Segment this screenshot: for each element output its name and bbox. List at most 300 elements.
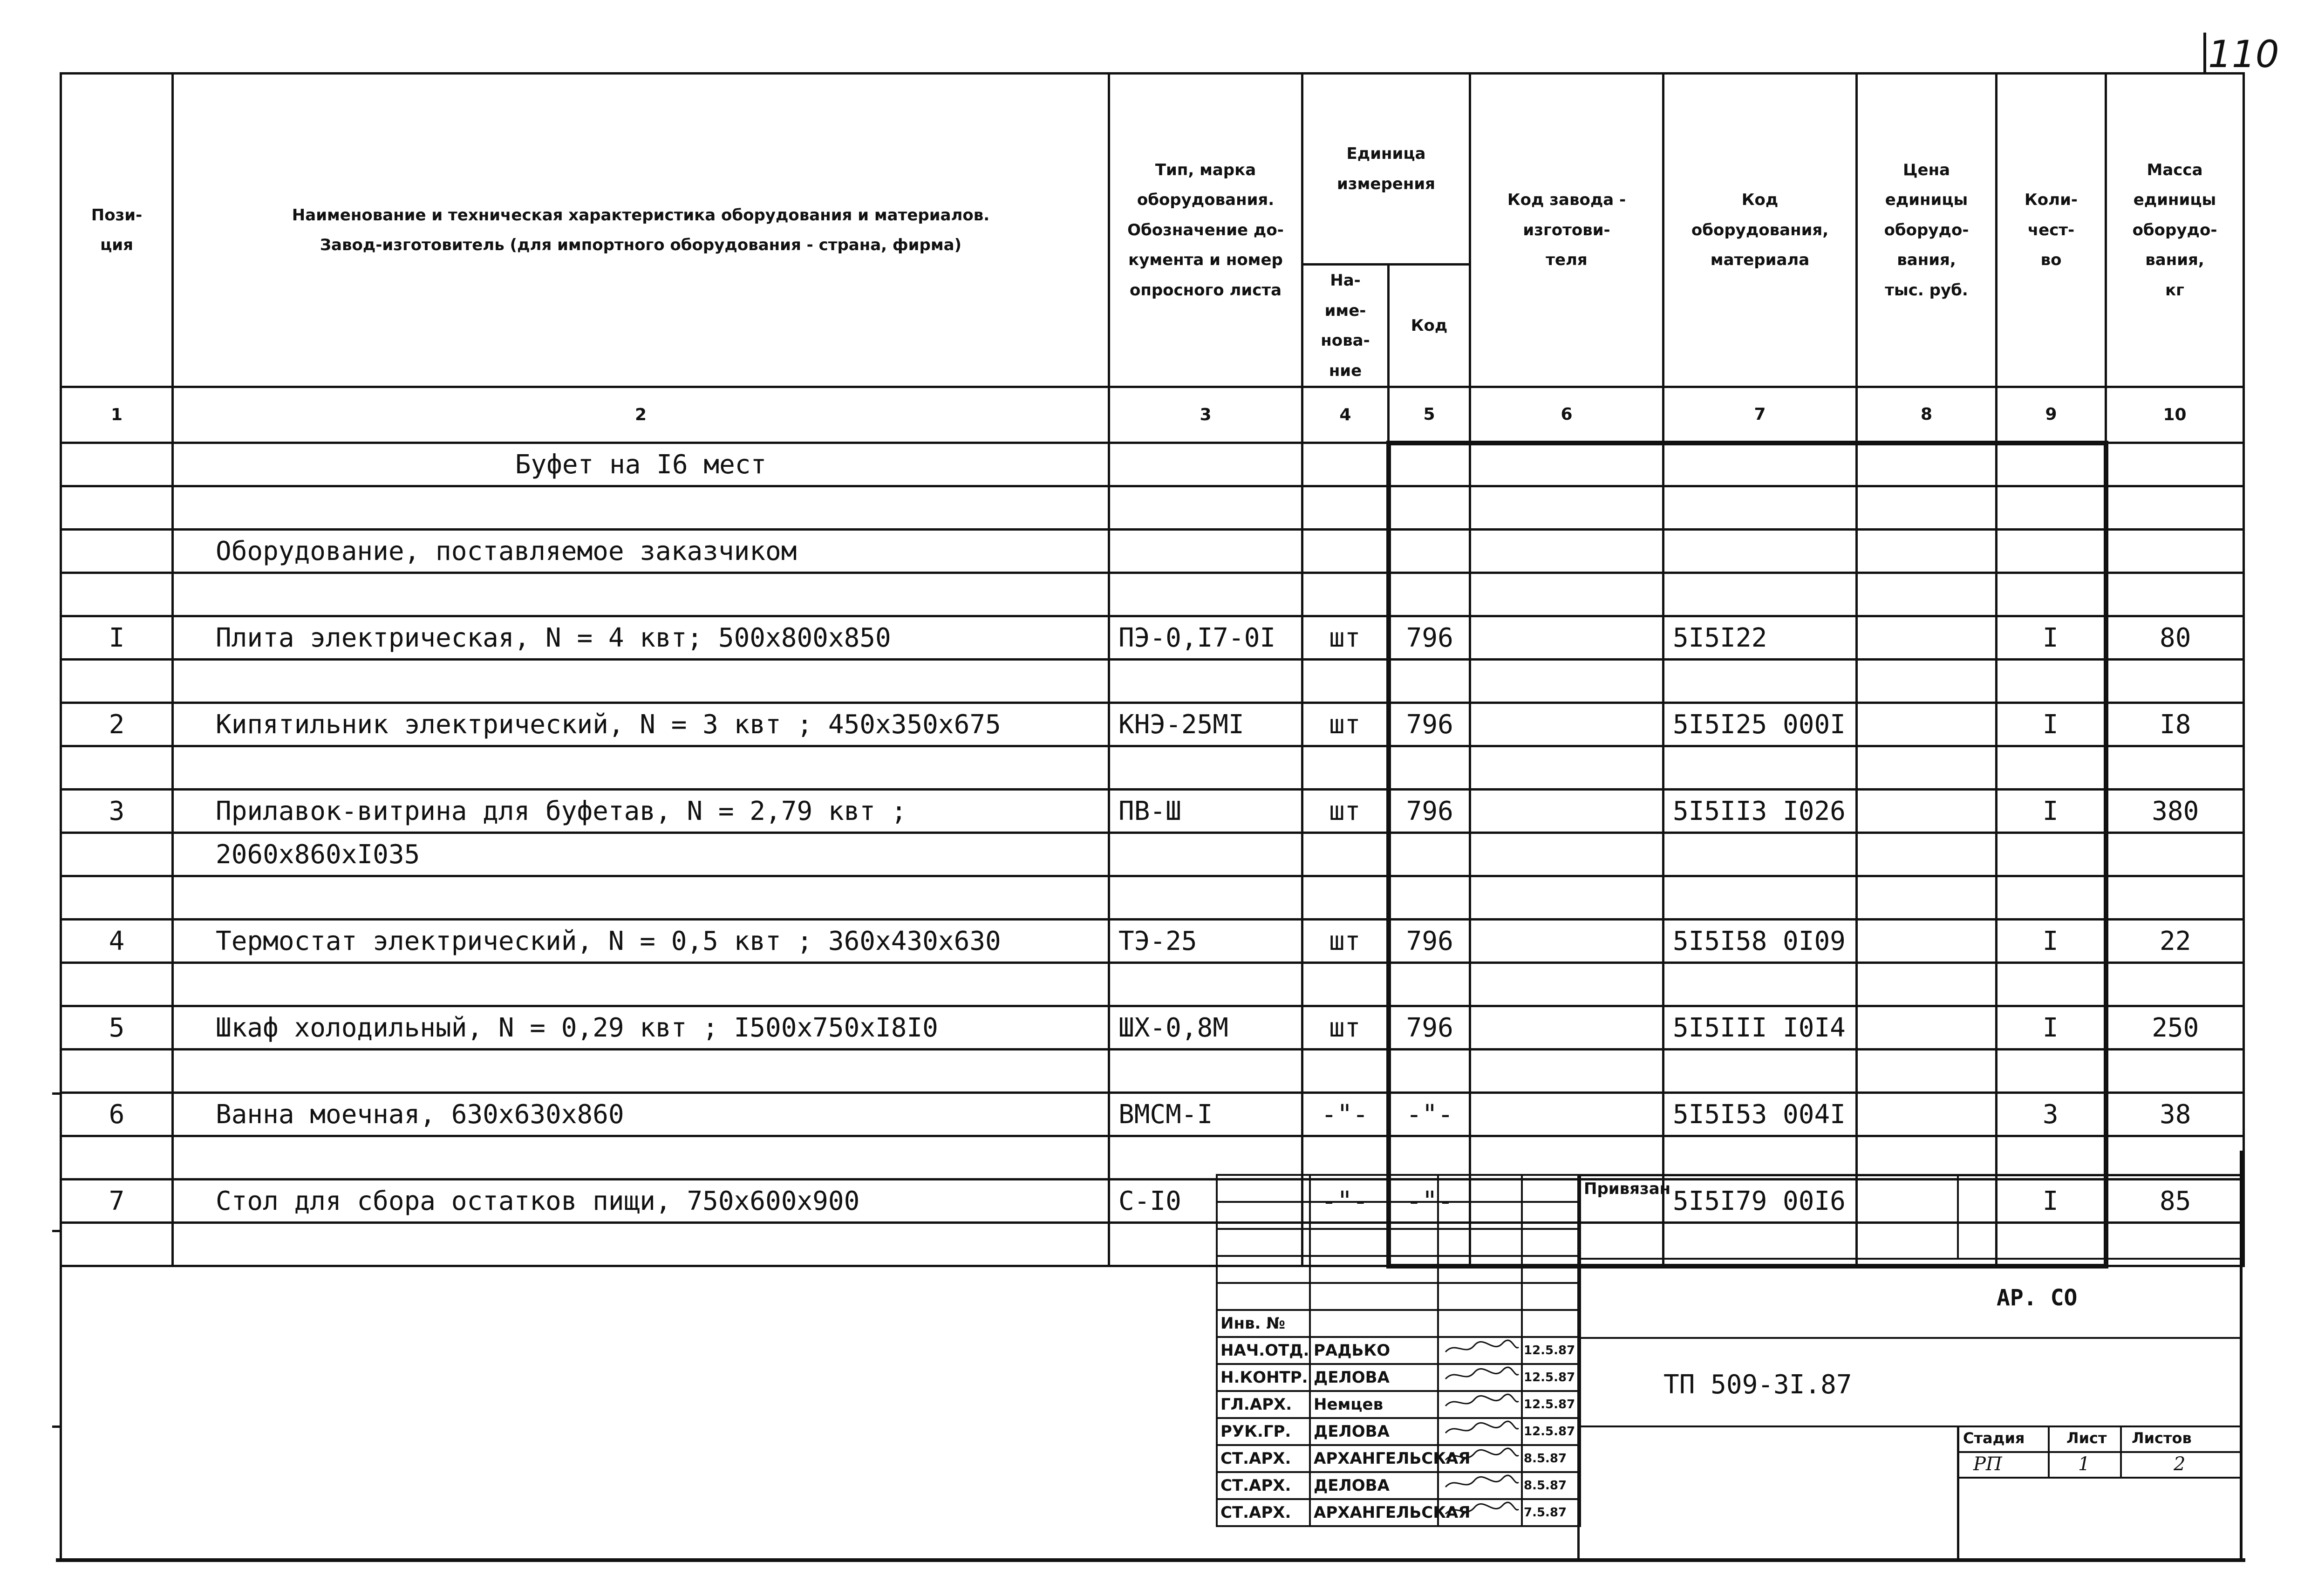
empty-cell bbox=[1109, 833, 1302, 876]
signature bbox=[1438, 1472, 1522, 1499]
empty-cell bbox=[1302, 530, 1389, 573]
empty-cell bbox=[1522, 1229, 1580, 1256]
empty-cell bbox=[1310, 1175, 1438, 1202]
signature-scribble bbox=[1442, 1392, 1521, 1412]
item-price bbox=[1857, 703, 1997, 746]
empty-cell bbox=[1857, 443, 1997, 486]
staff-row bbox=[1217, 1499, 1580, 1526]
item-unit-code: 796 bbox=[1389, 920, 1470, 963]
empty-cell bbox=[1302, 573, 1389, 616]
col-num: 4 bbox=[1302, 387, 1389, 443]
header-quantity: Коли- чест- во bbox=[1997, 74, 2106, 387]
staff-name: РАДЬКО bbox=[1310, 1337, 1438, 1364]
blank-row bbox=[61, 1136, 2244, 1180]
empty-cell bbox=[1109, 660, 1302, 703]
item-unit: шт bbox=[1302, 616, 1389, 660]
empty-cell bbox=[2106, 530, 2244, 573]
staff-row bbox=[1217, 1391, 1580, 1418]
empty-cell bbox=[1389, 660, 1470, 703]
item-position: 7 bbox=[61, 1180, 173, 1223]
header-row bbox=[61, 74, 2244, 265]
inventory-label: Инв. № bbox=[1217, 1310, 1310, 1337]
sheet-value: 1 bbox=[2078, 1453, 2090, 1475]
empty-cell bbox=[1438, 1256, 1522, 1283]
item-factory-code bbox=[1470, 1093, 1663, 1136]
empty-cell bbox=[61, 660, 173, 703]
item-row bbox=[61, 703, 2244, 746]
empty-cell bbox=[1438, 1310, 1522, 1337]
empty-cell bbox=[1663, 660, 1857, 703]
item-price bbox=[1857, 616, 1997, 660]
item-row bbox=[61, 920, 2244, 963]
title-block-blank-row bbox=[1217, 1202, 1580, 1229]
staff-date: 7.5.87 bbox=[1522, 1499, 1580, 1526]
empty-cell bbox=[2106, 443, 2244, 486]
blank-row bbox=[61, 876, 2244, 920]
empty-cell bbox=[1663, 486, 1857, 530]
empty-cell bbox=[173, 963, 1109, 1006]
col-num: 10 bbox=[2106, 387, 2244, 443]
item-name: Шкаф холодильный, N = 0,29 квт ; I500x750xI8I0 bbox=[173, 1006, 1109, 1050]
signature bbox=[1438, 1364, 1522, 1391]
item-type: ПВ-Ш bbox=[1109, 790, 1302, 833]
item-row bbox=[61, 790, 2244, 833]
empty-cell bbox=[1997, 833, 2106, 876]
staff-row bbox=[1217, 1364, 1580, 1391]
empty-cell bbox=[173, 1050, 1109, 1093]
item-mass: 80 bbox=[2106, 616, 2244, 660]
item-unit: шт bbox=[1302, 1006, 1389, 1050]
staff-role: ГЛ.АРХ. bbox=[1217, 1391, 1310, 1418]
empty-cell bbox=[2106, 1050, 2244, 1093]
header-unit-name: На- име- нова- ние bbox=[1302, 265, 1389, 387]
empty-cell bbox=[1389, 530, 1470, 573]
col-num: 5 bbox=[1389, 387, 1470, 443]
section-title-row bbox=[61, 443, 2244, 486]
sheets-label: Листов bbox=[2132, 1429, 2192, 1447]
empty-cell bbox=[1389, 443, 1470, 486]
signature-scribble bbox=[1442, 1446, 1521, 1466]
empty-cell bbox=[1302, 963, 1389, 1006]
item-code: 5I5III I0I4 bbox=[1663, 1006, 1857, 1050]
item-unit-code: -"- bbox=[1389, 1093, 1470, 1136]
empty-cell bbox=[1857, 876, 1997, 920]
empty-cell bbox=[173, 1223, 1109, 1266]
col-num: 7 bbox=[1663, 387, 1857, 443]
item-continuation-row bbox=[61, 833, 2244, 876]
staff-name: ДЕЛОВА bbox=[1310, 1418, 1438, 1445]
item-name: Термостат электрический, N = 0,5 квт ; 360x430x630 bbox=[173, 920, 1109, 963]
signature-grid bbox=[1216, 1174, 1581, 1527]
empty-cell bbox=[1109, 530, 1302, 573]
empty-cell bbox=[1997, 746, 2106, 790]
inventory-row bbox=[1217, 1310, 1580, 1337]
empty-cell bbox=[1857, 1050, 1997, 1093]
empty-cell bbox=[1997, 443, 2106, 486]
blank-row bbox=[61, 573, 2244, 616]
empty-cell bbox=[1522, 1283, 1580, 1310]
empty-cell bbox=[1663, 876, 1857, 920]
item-type: ШХ-0,8М bbox=[1109, 1006, 1302, 1050]
margin-tick bbox=[52, 1230, 61, 1232]
header-mass: Масса единицы оборудо- вания, кг bbox=[2106, 74, 2244, 387]
header-name: Наименование и техническая характеристика оборудования и материалов. Завод-изготовитель (для импортного оборудования - страна, фирма) bbox=[173, 74, 1109, 387]
item-code: 5I5I25 000I bbox=[1663, 703, 1857, 746]
empty-cell bbox=[1438, 1202, 1522, 1229]
empty-cell bbox=[1217, 1202, 1310, 1229]
empty-cell bbox=[61, 443, 173, 486]
signature bbox=[1438, 1391, 1522, 1418]
empty-cell bbox=[1302, 746, 1389, 790]
empty-cell bbox=[173, 1136, 1109, 1180]
empty-cell bbox=[1663, 530, 1857, 573]
item-name: Кипятильник электрический, N = 3 квт ; 450x350x675 bbox=[173, 703, 1109, 746]
empty-cell bbox=[2106, 573, 2244, 616]
empty-cell bbox=[1470, 833, 1663, 876]
empty-cell bbox=[1470, 573, 1663, 616]
specification-table-wrap bbox=[60, 72, 2243, 1269]
item-quantity: I bbox=[1997, 790, 2106, 833]
blank-row bbox=[61, 963, 2244, 1006]
empty-cell bbox=[2106, 833, 2244, 876]
item-type: С-I0 bbox=[1109, 1180, 1302, 1223]
col-num: 9 bbox=[1997, 387, 2106, 443]
item-unit: шт bbox=[1302, 920, 1389, 963]
column-number-row bbox=[61, 387, 2244, 443]
empty-cell bbox=[1997, 963, 2106, 1006]
empty-cell bbox=[1997, 530, 2106, 573]
empty-cell bbox=[173, 660, 1109, 703]
staff-name: АРХАНГЕЛЬСКАЯ bbox=[1310, 1445, 1438, 1472]
empty-cell bbox=[1522, 1310, 1580, 1337]
empty-cell bbox=[1109, 486, 1302, 530]
staff-date: 8.5.87 bbox=[1522, 1445, 1580, 1472]
empty-cell bbox=[1438, 1175, 1522, 1202]
item-row bbox=[61, 1006, 2244, 1050]
item-position: I bbox=[61, 616, 173, 660]
item-unit: -"- bbox=[1302, 1093, 1389, 1136]
empty-cell bbox=[1470, 876, 1663, 920]
specification-table bbox=[60, 72, 2245, 1269]
col-num: 1 bbox=[61, 387, 173, 443]
item-name: Ванна моечная, 630x630x860 bbox=[173, 1093, 1109, 1136]
signature-scribble bbox=[1442, 1365, 1521, 1385]
staff-role: НАЧ.ОТД. bbox=[1217, 1337, 1310, 1364]
signature-scribble bbox=[1442, 1338, 1521, 1358]
item-row bbox=[61, 616, 2244, 660]
frame-left-line bbox=[60, 1151, 62, 1561]
empty-cell bbox=[1470, 1050, 1663, 1093]
item-name: Стол для сбора остатков пищи, 750x600x900 bbox=[173, 1180, 1109, 1223]
item-quantity: 3 bbox=[1997, 1093, 2106, 1136]
empty-cell bbox=[1217, 1283, 1310, 1310]
empty-cell bbox=[61, 573, 173, 616]
subsection-title: Оборудование, поставляемое заказчиком bbox=[173, 530, 1109, 573]
subsection-title-row bbox=[61, 530, 2244, 573]
empty-cell bbox=[1663, 443, 1857, 486]
empty-cell bbox=[1857, 1136, 1997, 1180]
specification-body bbox=[61, 443, 2244, 1266]
empty-cell bbox=[173, 486, 1109, 530]
item-unit-code: -"- bbox=[1389, 1180, 1470, 1223]
empty-cell bbox=[1217, 1256, 1310, 1283]
signature bbox=[1438, 1445, 1522, 1472]
staff-row bbox=[1217, 1418, 1580, 1445]
stage-label: Стадия bbox=[1963, 1429, 2025, 1447]
empty-cell bbox=[1470, 486, 1663, 530]
empty-cell bbox=[1522, 1202, 1580, 1229]
item-factory-code bbox=[1470, 790, 1663, 833]
item-quantity: I bbox=[1997, 1006, 2106, 1050]
empty-cell bbox=[1470, 963, 1663, 1006]
staff-name: ДЕЛОВА bbox=[1310, 1472, 1438, 1499]
header-factory-code: Код завода - изготови- теля bbox=[1470, 74, 1663, 387]
empty-cell bbox=[1663, 1050, 1857, 1093]
title-block-right bbox=[1577, 1174, 2243, 1561]
empty-cell bbox=[1997, 876, 2106, 920]
empty-cell bbox=[2106, 963, 2244, 1006]
empty-cell bbox=[1389, 486, 1470, 530]
empty-cell bbox=[1302, 1050, 1389, 1093]
title-block-blank-row bbox=[1217, 1256, 1580, 1283]
staff-row bbox=[1217, 1445, 1580, 1472]
empty-cell bbox=[173, 573, 1109, 616]
item-type: ТЭ-25 bbox=[1109, 920, 1302, 963]
blank-row bbox=[61, 486, 2244, 530]
empty-cell bbox=[1997, 573, 2106, 616]
empty-cell bbox=[1302, 1136, 1389, 1180]
empty-cell bbox=[2106, 876, 2244, 920]
project-number: ТП 509-3I.87 bbox=[1663, 1370, 1852, 1400]
blank-row bbox=[61, 660, 2244, 703]
empty-cell bbox=[1302, 876, 1389, 920]
staff-date: 12.5.87 bbox=[1522, 1364, 1580, 1391]
item-unit-code: 796 bbox=[1389, 1006, 1470, 1050]
item-code: 5I5I58 0I09 bbox=[1663, 920, 1857, 963]
item-unit-code: 796 bbox=[1389, 616, 1470, 660]
empty-cell bbox=[1389, 833, 1470, 876]
item-unit: шт bbox=[1302, 790, 1389, 833]
col-num: 3 bbox=[1109, 387, 1302, 443]
staff-role: Н.КОНТР. bbox=[1217, 1364, 1310, 1391]
empty-cell bbox=[1470, 1136, 1663, 1180]
empty-cell bbox=[1470, 746, 1663, 790]
col-num: 6 bbox=[1470, 387, 1663, 443]
empty-cell bbox=[1663, 963, 1857, 1006]
empty-cell bbox=[1217, 1175, 1310, 1202]
staff-role: СТ.АРХ. bbox=[1217, 1472, 1310, 1499]
empty-cell bbox=[1857, 573, 1997, 616]
item-code: 5I5I22 bbox=[1663, 616, 1857, 660]
col-num: 8 bbox=[1857, 387, 1997, 443]
stage-value: РП bbox=[1973, 1453, 2002, 1475]
col-num: 2 bbox=[173, 387, 1109, 443]
empty-cell bbox=[1302, 486, 1389, 530]
empty-cell bbox=[61, 746, 173, 790]
empty-cell bbox=[1109, 746, 1302, 790]
empty-cell bbox=[1997, 1136, 2106, 1180]
empty-cell bbox=[1857, 530, 1997, 573]
empty-cell bbox=[1857, 486, 1997, 530]
staff-date: 12.5.87 bbox=[1522, 1418, 1580, 1445]
item-quantity: I bbox=[1997, 1180, 2106, 1223]
staff-date: 12.5.87 bbox=[1522, 1337, 1580, 1364]
empty-cell bbox=[1663, 833, 1857, 876]
item-unit: -"- bbox=[1302, 1180, 1389, 1223]
item-code: 5I5I53 004I bbox=[1663, 1093, 1857, 1136]
empty-cell bbox=[61, 530, 173, 573]
empty-cell bbox=[1857, 963, 1997, 1006]
empty-cell bbox=[1302, 660, 1389, 703]
empty-cell bbox=[2106, 746, 2244, 790]
item-unit-code: 796 bbox=[1389, 703, 1470, 746]
empty-cell bbox=[61, 876, 173, 920]
item-mass: 22 bbox=[2106, 920, 2244, 963]
staff-date: 12.5.87 bbox=[1522, 1391, 1580, 1418]
empty-cell bbox=[1470, 660, 1663, 703]
empty-cell bbox=[1663, 1136, 1857, 1180]
item-row bbox=[61, 1093, 2244, 1136]
item-unit-code: 796 bbox=[1389, 790, 1470, 833]
empty-cell bbox=[1857, 660, 1997, 703]
item-code: 5I5II3 I026 bbox=[1663, 790, 1857, 833]
blank-row bbox=[61, 746, 2244, 790]
empty-cell bbox=[61, 1223, 173, 1266]
item-factory-code bbox=[1470, 1006, 1663, 1050]
item-price bbox=[1857, 790, 1997, 833]
item-position: 6 bbox=[61, 1093, 173, 1136]
empty-cell bbox=[2106, 486, 2244, 530]
header-price: Цена единицы оборудо- вания, тыс. руб. bbox=[1857, 74, 1997, 387]
item-price bbox=[1857, 1006, 1997, 1050]
empty-cell bbox=[1109, 443, 1302, 486]
item-type: ВМСМ-I bbox=[1109, 1093, 1302, 1136]
item-factory-code bbox=[1470, 703, 1663, 746]
empty-cell bbox=[2106, 1136, 2244, 1180]
empty-cell bbox=[1470, 443, 1663, 486]
empty-cell bbox=[1663, 573, 1857, 616]
item-price bbox=[1857, 920, 1997, 963]
blank-row bbox=[61, 1050, 2244, 1093]
header-equipment-code: Код оборудования, материала bbox=[1663, 74, 1857, 387]
empty-cell bbox=[1438, 1283, 1522, 1310]
item-price bbox=[1857, 1093, 1997, 1136]
document-code: АР. СО bbox=[1997, 1285, 2078, 1311]
signature bbox=[1438, 1418, 1522, 1445]
item-type: ПЭ-0,I7-0I bbox=[1109, 616, 1302, 660]
empty-cell bbox=[61, 833, 173, 876]
staff-row bbox=[1217, 1472, 1580, 1499]
empty-cell bbox=[1310, 1202, 1438, 1229]
item-mass: 250 bbox=[2106, 1006, 2244, 1050]
item-name: Прилавок-витрина для буфетав, N = 2,79 квт ; bbox=[173, 790, 1109, 833]
empty-cell bbox=[1109, 963, 1302, 1006]
staff-role: СТ.АРХ. bbox=[1217, 1445, 1310, 1472]
empty-cell bbox=[1663, 746, 1857, 790]
item-factory-code bbox=[1470, 920, 1663, 963]
staff-role: СТ.АРХ. bbox=[1217, 1499, 1310, 1526]
page-number: 110 bbox=[2208, 33, 2279, 76]
empty-cell bbox=[1310, 1256, 1438, 1283]
signature bbox=[1438, 1499, 1522, 1526]
empty-cell bbox=[1109, 1050, 1302, 1093]
empty-cell bbox=[1109, 876, 1302, 920]
staff-row bbox=[1217, 1337, 1580, 1364]
empty-cell bbox=[1109, 573, 1302, 616]
header-position: Пози- ция bbox=[61, 74, 173, 387]
empty-cell bbox=[1302, 443, 1389, 486]
signature-scribble bbox=[1442, 1500, 1521, 1521]
empty-cell bbox=[1302, 833, 1389, 876]
signature-scribble bbox=[1442, 1419, 1521, 1439]
margin-tick bbox=[52, 1092, 61, 1095]
empty-cell bbox=[1997, 1050, 2106, 1093]
empty-cell bbox=[1217, 1229, 1310, 1256]
item-mass: 85 bbox=[2106, 1180, 2244, 1223]
item-mass: I8 bbox=[2106, 703, 2244, 746]
item-name: Плита электрическая, N = 4 квт; 500x800x850 bbox=[173, 616, 1109, 660]
empty-cell bbox=[61, 1050, 173, 1093]
item-position: 2 bbox=[61, 703, 173, 746]
title-block-blank-row bbox=[1217, 1283, 1580, 1310]
staff-name: ДЕЛОВА bbox=[1310, 1364, 1438, 1391]
empty-cell bbox=[1522, 1175, 1580, 1202]
empty-cell bbox=[173, 746, 1109, 790]
empty-cell bbox=[1389, 1050, 1470, 1093]
item-quantity: I bbox=[1997, 920, 2106, 963]
empty-cell bbox=[1310, 1229, 1438, 1256]
sheets-value: 2 bbox=[2174, 1453, 2186, 1475]
section-title: Буфет на I6 мест bbox=[173, 443, 1109, 486]
staff-name: Немцев bbox=[1310, 1391, 1438, 1418]
empty-cell bbox=[1389, 876, 1470, 920]
bound-label: Привязан bbox=[1584, 1180, 1671, 1198]
header-type: Тип, марка оборудования. Обозначение до- кумента и номер опросного листа bbox=[1109, 74, 1302, 387]
empty-cell bbox=[1389, 746, 1470, 790]
sheet-label: Лист bbox=[2066, 1429, 2107, 1447]
empty-cell bbox=[1522, 1256, 1580, 1283]
item-quantity: I bbox=[1997, 616, 2106, 660]
header-unit-group: Единица измерения bbox=[1302, 74, 1470, 265]
signature-scribble bbox=[1442, 1473, 1521, 1494]
empty-cell bbox=[1310, 1310, 1438, 1337]
empty-cell bbox=[2106, 660, 2244, 703]
title-block-blank-row bbox=[1217, 1175, 1580, 1202]
item-type: КНЭ-25МI bbox=[1109, 703, 1302, 746]
empty-cell bbox=[1470, 530, 1663, 573]
item-mass: 380 bbox=[2106, 790, 2244, 833]
item-position: 5 bbox=[61, 1006, 173, 1050]
empty-cell bbox=[1857, 833, 1997, 876]
staff-date: 8.5.87 bbox=[1522, 1472, 1580, 1499]
empty-cell bbox=[61, 486, 173, 530]
empty-cell bbox=[1438, 1229, 1522, 1256]
item-position: 3 bbox=[61, 790, 173, 833]
item-position: 4 bbox=[61, 920, 173, 963]
item-unit: шт bbox=[1302, 703, 1389, 746]
empty-cell bbox=[1857, 746, 1997, 790]
empty-cell bbox=[61, 963, 173, 1006]
staff-name: АРХАНГЕЛЬСКАЯ bbox=[1310, 1499, 1438, 1526]
empty-cell bbox=[1389, 573, 1470, 616]
title-block-blank-row bbox=[1217, 1229, 1580, 1256]
item-code: 5I5I79 00I6 bbox=[1663, 1180, 1857, 1223]
item-factory-code bbox=[1470, 616, 1663, 660]
item-quantity: I bbox=[1997, 703, 2106, 746]
empty-cell bbox=[1389, 1136, 1470, 1180]
page-number-bar bbox=[2203, 33, 2206, 75]
header-unit-code: Код bbox=[1389, 265, 1470, 387]
